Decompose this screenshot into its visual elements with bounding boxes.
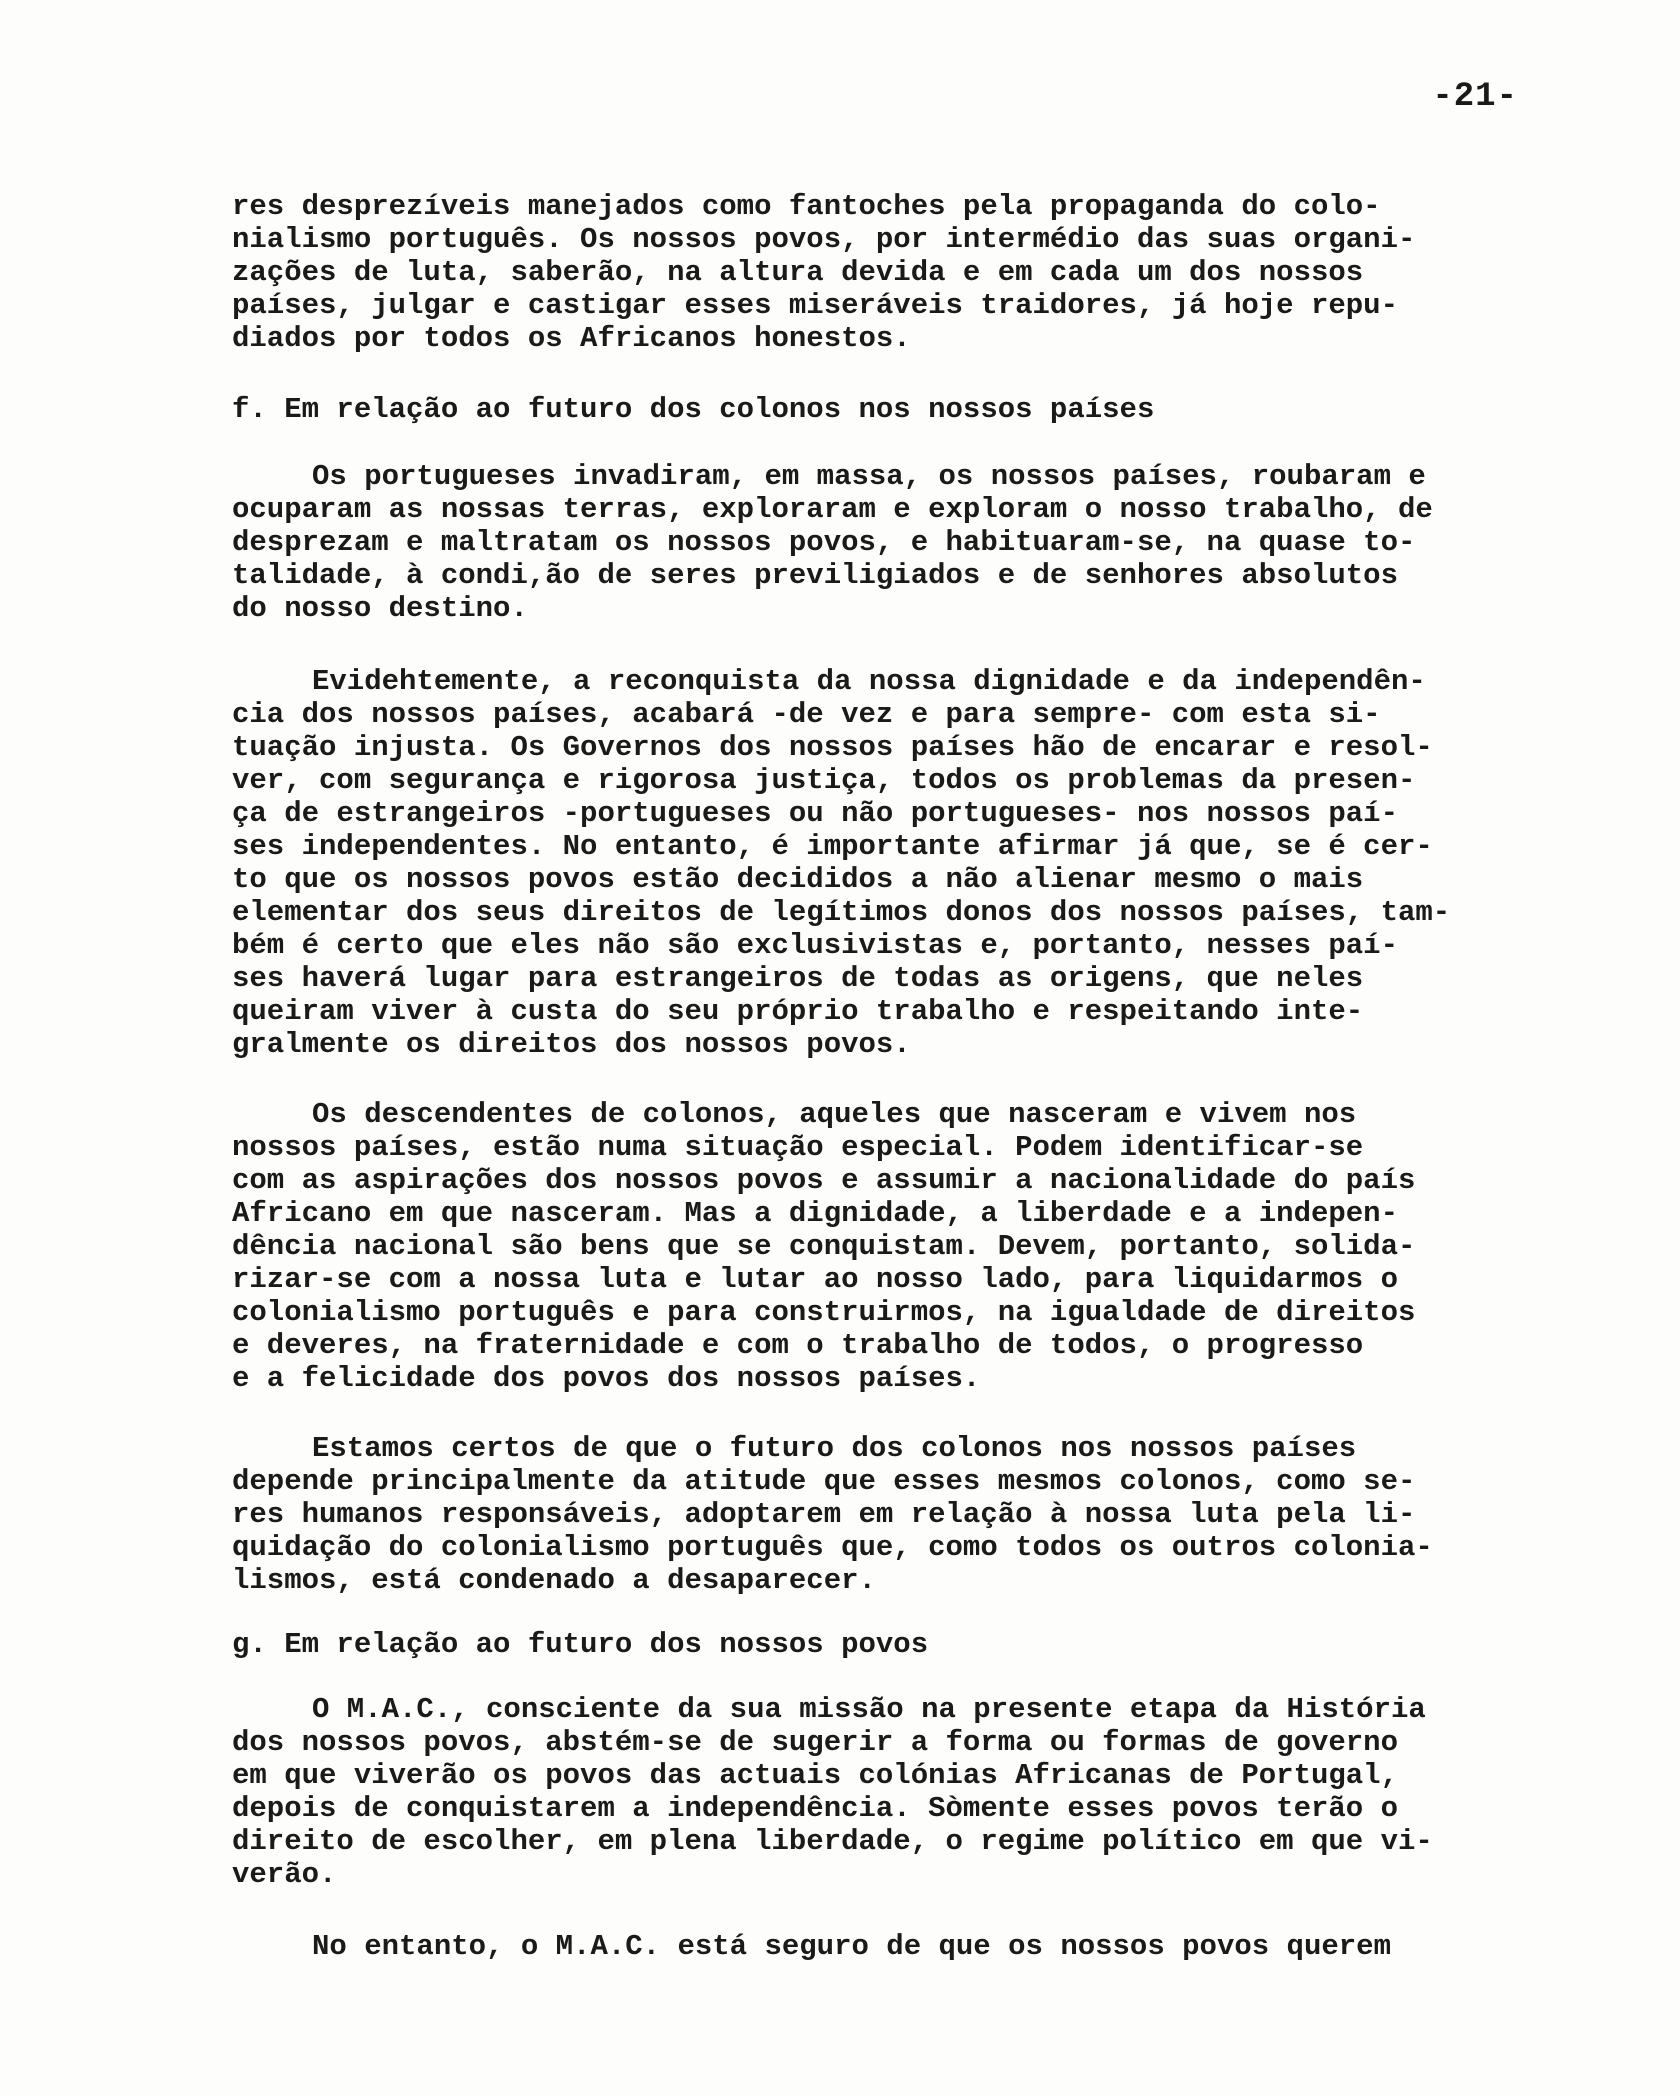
text-line: do nosso destino. xyxy=(232,592,528,625)
text-line: res desprezíveis manejados como fantoches pela propaganda do colo- xyxy=(232,190,1381,223)
text-line: queiram viver à custa do seu próprio trabalho e respeitando inte- xyxy=(232,995,1364,1028)
text-line: No entanto, o M.A.C. está seguro de que os nossos povos querem xyxy=(312,1930,1391,1963)
text-line: com as aspirações dos nossos povos e assumir a nacionalidade do país xyxy=(232,1164,1416,1197)
text-line: diados por todos os Africanos honestos. xyxy=(232,322,911,355)
text-line: res humanos responsáveis, adoptarem em relação à nossa luta pela li- xyxy=(232,1498,1416,1531)
paragraph-mac-assurance xyxy=(232,1930,1632,1963)
text-line: talidade, à condi,ão de seres previligiados e de senhores absolutos xyxy=(232,559,1398,592)
text-line: desprezam e maltratam os nossos povos, e habituaram-se, na quase to- xyxy=(232,526,1416,559)
paragraph-mac-mission xyxy=(232,1693,1632,1891)
page-number: -21- xyxy=(1432,78,1518,116)
text-line: ocuparam as nossas terras, exploraram e exploram o nosso trabalho, de xyxy=(232,493,1433,526)
text-line: ses independentes. No entanto, é importante afirmar já que, se é cer- xyxy=(232,830,1433,863)
text-line: zações de luta, saberão, na altura devida e em cada um dos nossos xyxy=(232,256,1364,289)
text-line: Os descendentes de colonos, aqueles que nasceram e vivem nos xyxy=(312,1098,1357,1131)
text-line: quidação do colonialismo português que, como todos os outros colonia- xyxy=(232,1531,1433,1564)
text-line: Evidehtemente, a reconquista da nossa dignidade e da independên- xyxy=(312,665,1426,698)
text-line: depende principalmente da atitude que esses mesmos colonos, como se- xyxy=(232,1465,1416,1498)
paragraph-invasion xyxy=(232,460,1632,625)
paragraph-traitors xyxy=(232,190,1632,355)
text-line: tuação injusta. Os Governos dos nossos países hão de encarar e resol- xyxy=(232,731,1433,764)
text-line: Os portugueses invadiram, em massa, os nossos países, roubaram e xyxy=(312,460,1426,493)
text-line: e a felicidade dos povos dos nossos países. xyxy=(232,1362,981,1395)
paragraph-reconquest xyxy=(232,665,1632,1061)
text-line: colonialismo português e para construirmos, na igualdade de direitos xyxy=(232,1296,1416,1329)
text-line: ses haverá lugar para estrangeiros de todas as origens, que neles xyxy=(232,962,1364,995)
text-line: rizar-se com a nossa luta e lutar ao nosso lado, para liquidarmos o xyxy=(232,1263,1398,1296)
text-line: ver, com segurança e rigorosa justiça, todos os problemas da presen- xyxy=(232,764,1416,797)
section-heading-g: g. Em relação ao futuro dos nossos povos xyxy=(232,1628,929,1661)
text-line: Africano em que nasceram. Mas a dignidade, a liberdade e a indepen- xyxy=(232,1197,1398,1230)
text-line: países, julgar e castigar esses miseráveis traidores, já hoje repu- xyxy=(232,289,1398,322)
paragraph-future-colonists xyxy=(232,1432,1632,1597)
text-line: nialismo português. Os nossos povos, por intermédio das suas organi- xyxy=(232,223,1416,256)
text-line: cia dos nossos países, acabará -de vez e para sempre- com esta si- xyxy=(232,698,1381,731)
text-line: nossos países, estão numa situação especial. Podem identificar-se xyxy=(232,1131,1364,1164)
text-line: direito de escolher, em plena liberdade, o regime político em que vi- xyxy=(232,1825,1433,1858)
text-line: depois de conquistarem a independência. Sòmente esses povos terão o xyxy=(232,1792,1398,1825)
text-line: gralmente os direitos dos nossos povos. xyxy=(232,1028,911,1061)
paragraph-descendants xyxy=(232,1098,1632,1395)
text-line: bém é certo que eles não são exclusivistas e, portanto, nesses paí- xyxy=(232,929,1398,962)
text-line: e deveres, na fraternidade e com o trabalho de todos, o progresso xyxy=(232,1329,1364,1362)
text-line: ça de estrangeiros -portugueses ou não portugueses- nos nossos paí- xyxy=(232,797,1398,830)
text-line: verão. xyxy=(232,1858,337,1891)
text-line: dos nossos povos, abstém-se de sugerir a forma ou formas de governo xyxy=(232,1726,1398,1759)
text-line: elementar dos seus direitos de legítimos donos dos nossos países, tam- xyxy=(232,896,1451,929)
text-line: dência nacional são bens que se conquistam. Devem, portanto, solida- xyxy=(232,1230,1416,1263)
section-heading-f: f. Em relação ao futuro dos colonos nos nossos países xyxy=(232,393,1155,426)
text-line: em que viverão os povos das actuais colónias Africanas de Portugal, xyxy=(232,1759,1398,1792)
text-line: O M.A.C., consciente da sua missão na presente etapa da História xyxy=(312,1693,1426,1726)
text-line: lismos, está condenado a desaparecer. xyxy=(232,1564,876,1597)
text-line: Estamos certos de que o futuro dos colonos nos nossos países xyxy=(312,1432,1357,1465)
text-line: to que os nossos povos estão decididos a não alienar mesmo o mais xyxy=(232,863,1364,896)
